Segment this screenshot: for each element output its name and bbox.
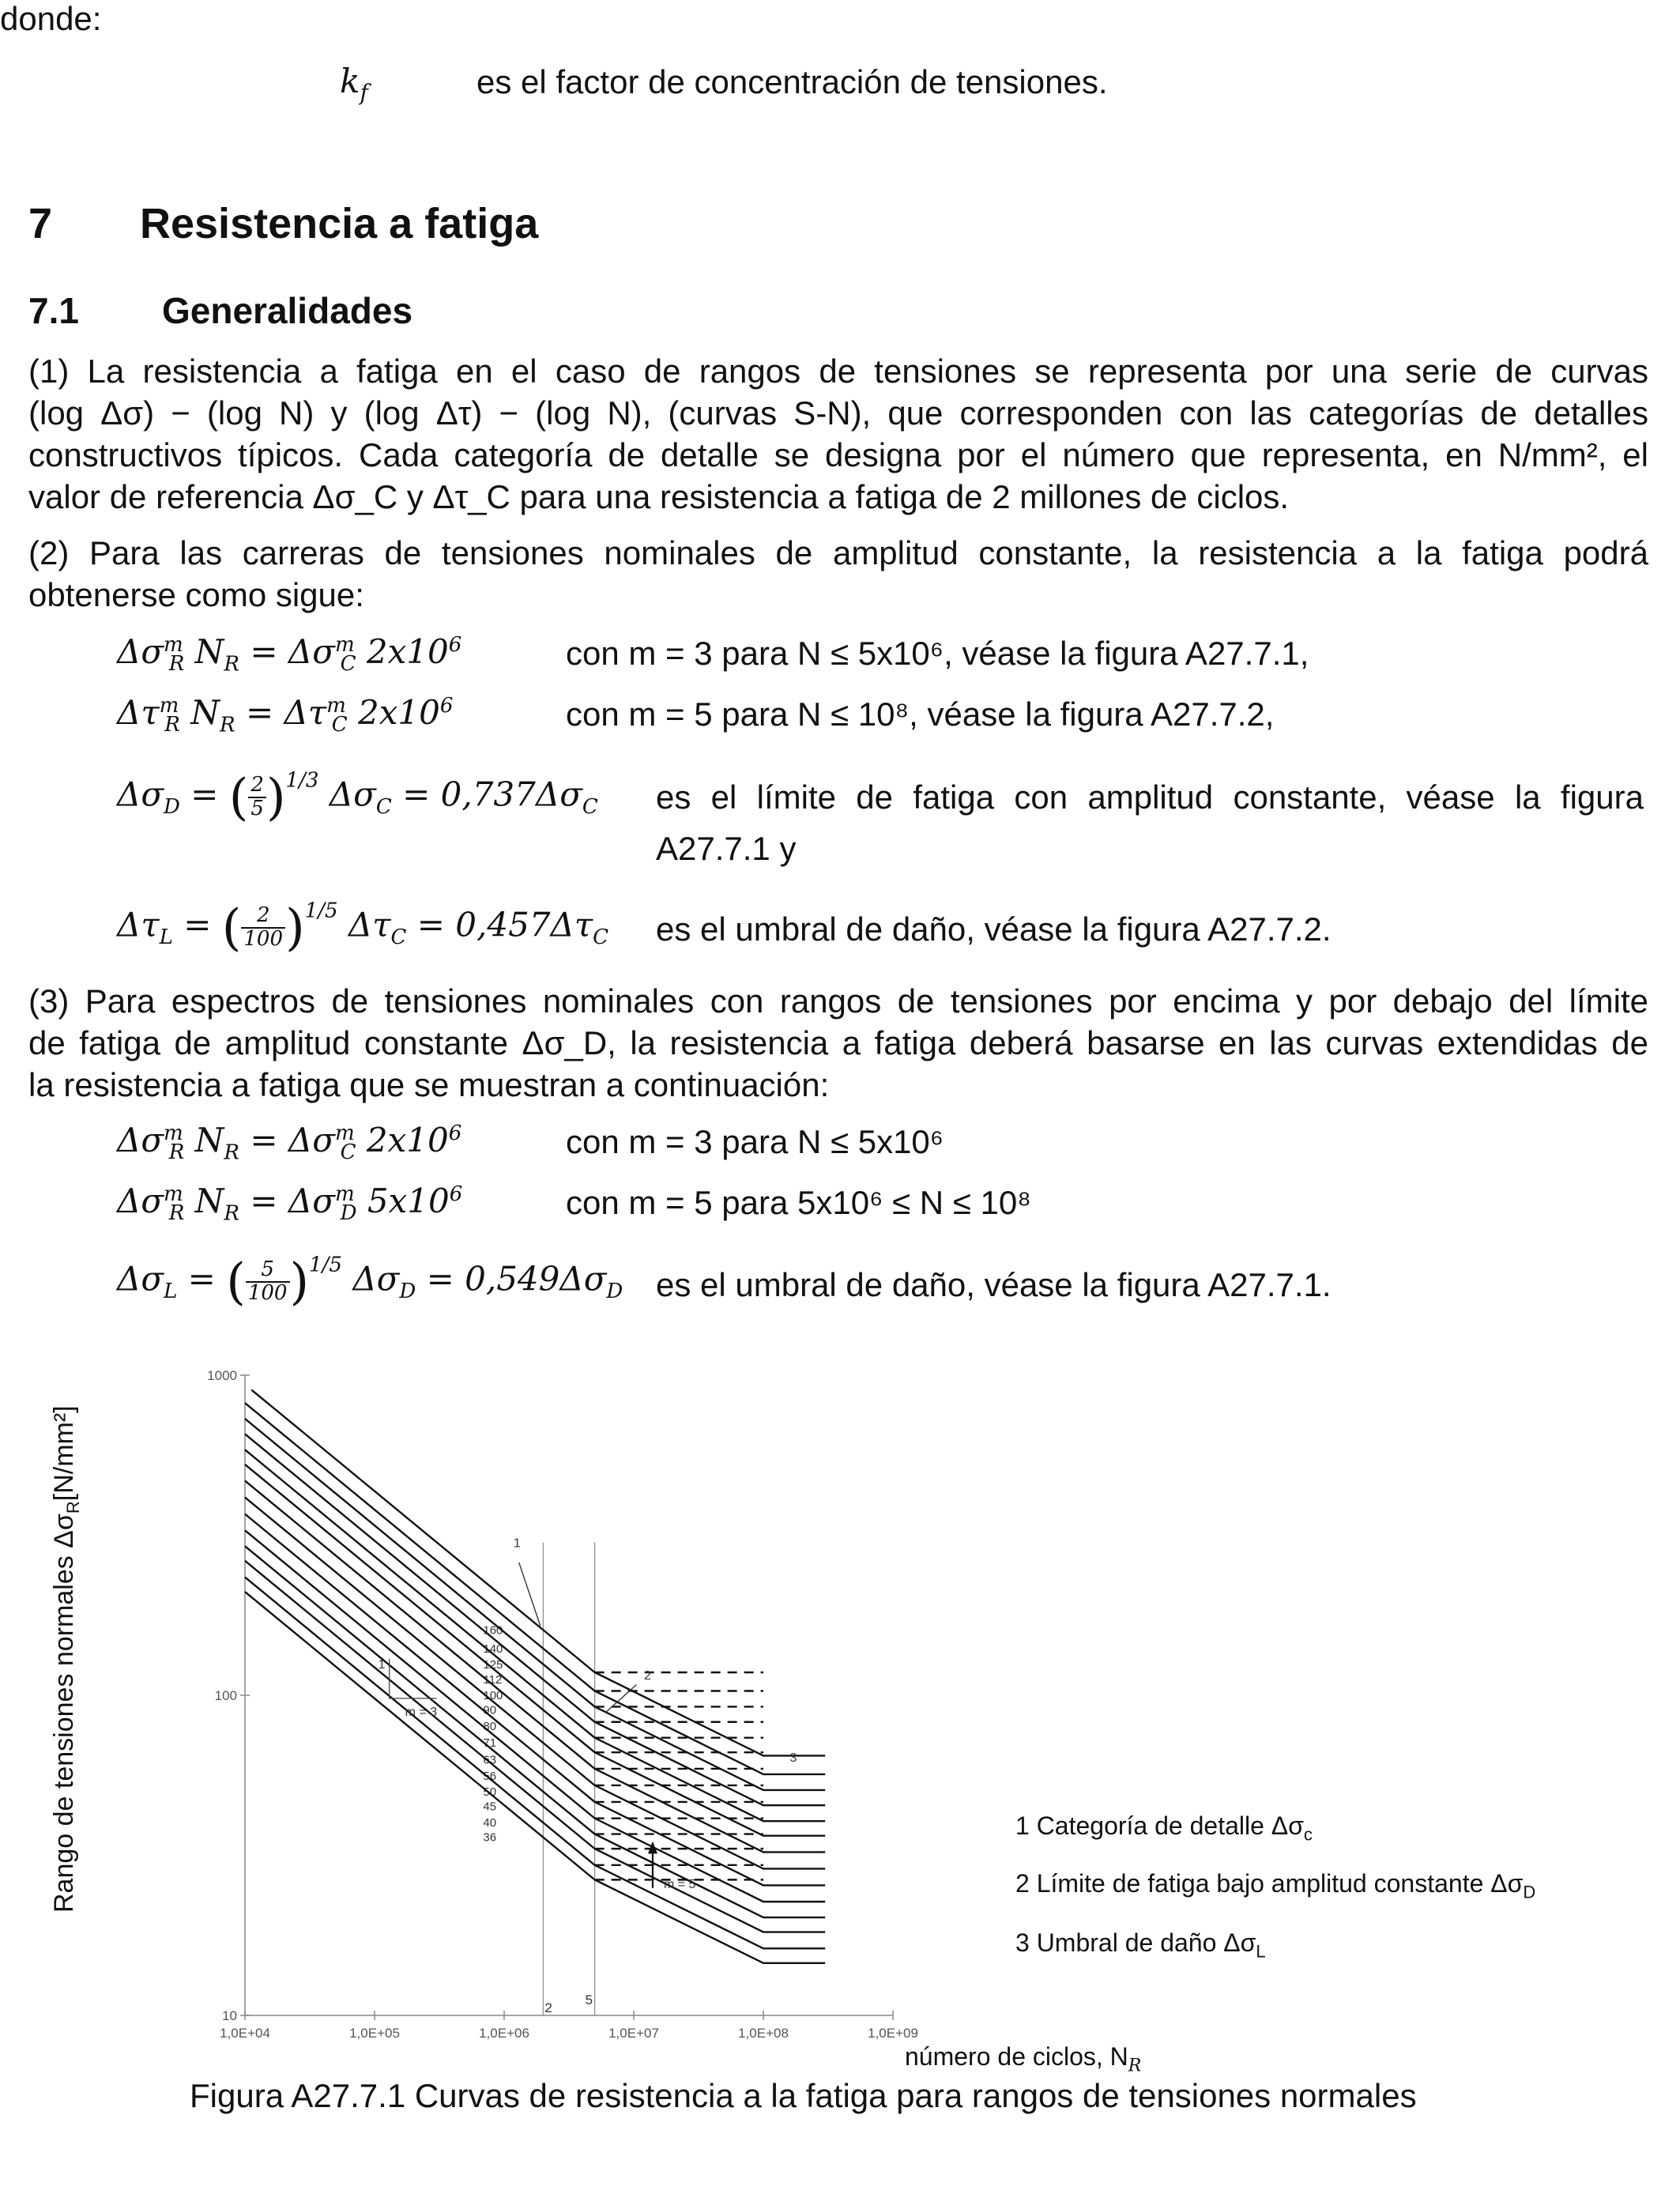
category-label-50: 50	[483, 1785, 497, 1799]
slope-label-m3: m = 3	[405, 1705, 438, 1719]
y-tick-label: 10	[222, 2008, 237, 2023]
equation-sigma-d: $\Delta\sigma_D$ = ( $\frac{2}{5}$ )$^{1/3}$ $\Delta\sigma_C = 0,737\Delta\sigma_C$	[117, 768, 598, 826]
legend-item-1: 1 Categoría de detalle $\Delta\sigma_c$	[1015, 1811, 1313, 1845]
category-label-36: 36	[483, 1830, 497, 1845]
legend-item-3: 3 Umbral de daño $\Delta\sigma_L$	[1015, 1928, 1266, 1962]
category-label-160: 160	[483, 1623, 503, 1638]
para1-line1: (1) La resistencia a fatiga en el caso de rangos de tensiones se representa por una serie de curvas	[28, 352, 1648, 390]
paragraph-3	[28, 980, 1648, 1106]
para2-line2: obtenerse como sigue:	[28, 576, 364, 613]
equation-tau-m5-condition: con m = 5 para N ≤ 10⁸, véase la figura A27.7.2,	[566, 696, 1275, 733]
marker-1: 1	[513, 1536, 521, 1551]
equation-sigma-l: $\Delta\sigma_L$ = ( $\frac{5}{100}$ )$^{1/5}$ $\Delta\sigma_D = 0,549\Delta\sigma_D$	[117, 1253, 623, 1310]
para2-line1: (2) Para las carreras de tensiones nominales de amplitud constante, la resistencia a la fatiga podrá	[28, 534, 1648, 571]
marker-3: 3	[789, 1751, 797, 1766]
sn-curve-45	[245, 1561, 825, 1932]
category-label-125: 125	[483, 1657, 503, 1672]
equation-extended-m5: $\Delta\sigma^m_R$ $N_R = \Delta\sigma^m_D$ $5x10^6$	[117, 1182, 463, 1226]
slope-triangle-label: 1	[378, 1657, 386, 1672]
x-tick-label: 1,0E+07	[608, 2026, 659, 2041]
category-label-90: 90	[483, 1703, 497, 1717]
sigma-d-description-cont: A27.7.1 y	[656, 830, 797, 867]
x-tick-label: 1,0E+09	[868, 2026, 918, 2041]
sn-curves-chart	[174, 1351, 932, 2047]
tau-l-description: es el umbral de daño, véase la figura A27.7.2.	[656, 910, 1332, 948]
para1-line2: (log Δσ) − (log N) y (log Δτ) − (log N), (curvas S-N), que corresponden con las categorías de detalles	[28, 394, 1648, 432]
y-axis-label: Rango de tensiones normales $\Delta\sigma_R[N/mm^2]$	[49, 1405, 83, 1913]
category-label-71: 71	[483, 1736, 497, 1751]
subsection-number: 7.1	[28, 290, 79, 331]
sigma-d-description: es el límite de fatiga con amplitud constante, véase la figura	[656, 778, 1644, 816]
category-label-40: 40	[483, 1816, 497, 1830]
subsection-title: Generalidades	[162, 290, 413, 331]
category-label-56: 56	[483, 1769, 497, 1783]
category-label-112: 112	[483, 1673, 503, 1687]
x-mark-2: 2	[544, 2000, 552, 2015]
x-axis-label: número de ciclos, $N_R$	[905, 2042, 1142, 2076]
kf-description: es el factor de concentración de tensiones.	[477, 63, 1108, 100]
equation-tau-l: $\Delta\tau_L$ = ( $\frac{2}{100}$ )$^{1/5}$ $\Delta\tau_C = 0,457\Delta\tau_C$	[117, 899, 609, 956]
y-tick-label: 100	[214, 1688, 237, 1703]
category-label-140: 140	[483, 1642, 503, 1656]
para3-line2: de fatiga de amplitud constante Δσ_D, la resistencia a fatiga deberá basarse en las curvas extendidas de	[28, 1024, 1648, 1061]
figure-caption: Figura A27.7.1 Curvas de resistencia a la fatiga para rangos de tensiones normales	[190, 2077, 1417, 2114]
equation-extended-m3: $\Delta\sigma^m_R$ $N_R = \Delta\sigma^m_C$ $2x10^6$	[117, 1121, 462, 1165]
slope-label-m5: m = 5	[663, 1877, 696, 1891]
category-label-100: 100	[483, 1689, 503, 1702]
category-label-80: 80	[483, 1720, 497, 1734]
slope-triangle	[390, 1659, 437, 1698]
section-number: 7	[28, 200, 53, 247]
donde-label: donde:	[0, 0, 102, 37]
x-tick-label: 1,0E+06	[479, 2026, 529, 2041]
equation-extended-m5-condition: con m = 5 para 5x10⁶ ≤ N ≤ 10⁸	[566, 1184, 1031, 1221]
equation-extended-m3-condition: con m = 3 para N ≤ 5x10⁶	[566, 1123, 944, 1160]
equation-sigma-l-value: = 0,549Δσ	[426, 1259, 607, 1299]
x-tick-label: 1,0E+04	[220, 2026, 270, 2041]
sigma-l-description: es el umbral de daño, véase la figura A27.7.1.	[656, 1266, 1332, 1303]
legend-item-2: 2 Límite de fatiga bajo amplitud constante $\Delta\sigma_D$	[1015, 1869, 1536, 1902]
kf-symbol: $k_f$	[340, 62, 368, 106]
equation-tau-m5: $\Delta\tau^m_R$ $N_R = \Delta\tau^m_C$ $2x10^6$	[117, 693, 454, 737]
x-tick-label: 1,0E+08	[738, 2026, 789, 2041]
equation-sigma-m3-condition: con m = 3 para N ≤ 5x10⁶, véase la figura A27.7.1,	[566, 635, 1309, 672]
sn-curve-90	[245, 1465, 825, 1836]
para3-line1: (3) Para espectros de tensiones nominales con rangos de tensiones por encima y por debajo del límite	[28, 982, 1648, 1020]
x-tick-label: 1,0E+05	[349, 2026, 400, 2041]
marker-1-arrow	[519, 1563, 541, 1626]
equation-tau-l-value: = 0,457Δτ	[416, 905, 593, 944]
para3-line3: la resistencia a fatiga que se muestran a continuación:	[28, 1066, 830, 1103]
section-title: Resistencia a fatiga	[140, 200, 539, 247]
x-mark-5: 5	[585, 1992, 593, 2007]
equation-sigma-d-value: = 0,737Δσ	[402, 775, 582, 814]
paragraph-2	[28, 532, 1648, 616]
para1-line3: constructivos típicos. Cada categoría de detalle se designa por el número que representa, en N/mm², el	[28, 436, 1648, 473]
equation-sigma-m3: $\Delta\sigma^m_R$ $N_R = \Delta\sigma^m_C$ $2x10^6$	[117, 632, 462, 677]
category-label-45: 45	[483, 1800, 497, 1814]
category-label-63: 63	[483, 1753, 497, 1767]
marker-2: 2	[643, 1669, 651, 1683]
para1-line4: valor de referencia Δσ_C y Δτ_C para una resistencia a fatiga de 2 millones de ciclos.	[28, 478, 1290, 515]
paragraph-1	[28, 350, 1648, 518]
m5-arrowhead	[648, 1842, 657, 1854]
y-tick-label: 1000	[207, 1368, 237, 1383]
